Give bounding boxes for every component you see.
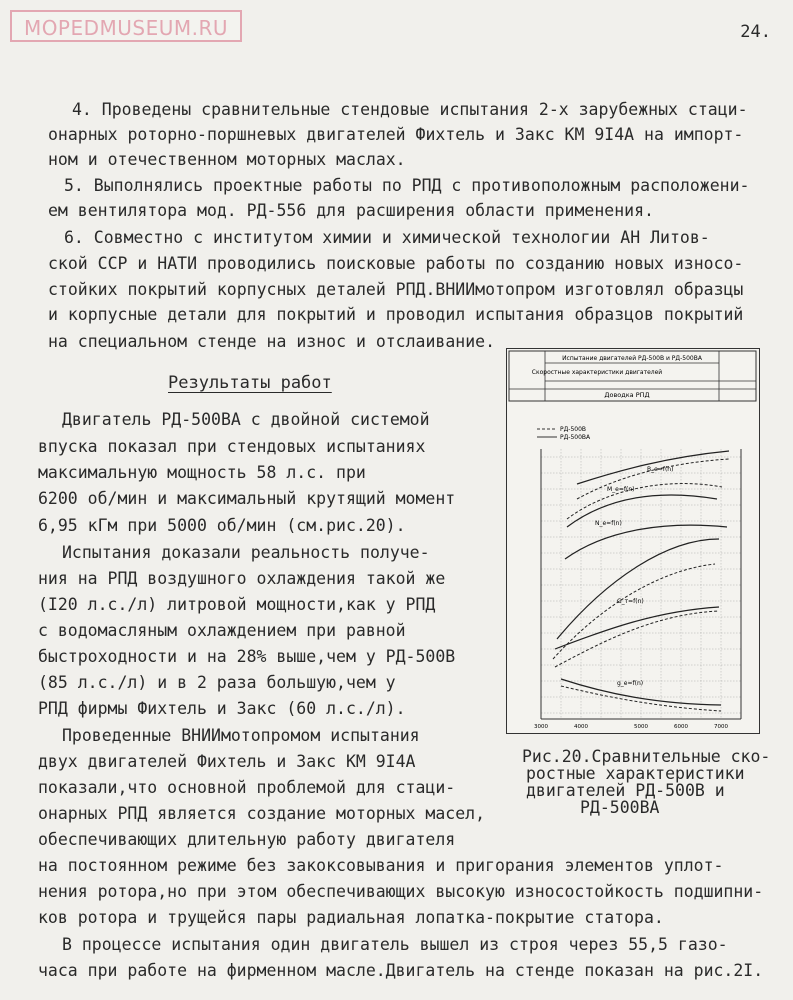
figure-20-graph	[506, 348, 760, 734]
x-tick: 7000	[714, 724, 728, 730]
figure-block: Доводка РПД	[604, 391, 650, 399]
text-line: Испытания доказали реальность получе-	[62, 543, 430, 562]
text-line: ния на РПД воздушного охлаждения такой же	[38, 569, 446, 588]
text-line: двух двигателей Фихтель и Закс КМ 9I4А	[38, 752, 416, 771]
curve-label: g_e=f(n)	[617, 680, 644, 687]
text-line: ков ротора и трущейся пары радиальная лопатка-покрытие статора.	[38, 908, 664, 927]
curve-ne	[565, 525, 727, 559]
text-line: впуска показал при стендовых испытаниях	[38, 437, 426, 456]
caption-line: двигателей РД-500В и	[526, 781, 725, 800]
figure-title: Испытание двигателей РД-500В и РД-500ВА	[562, 355, 702, 362]
caption-line: РД-500ВА	[580, 798, 660, 817]
text-line: нения ротора,но при этом обеспечивающих высокую износостойкость подшипни-	[38, 882, 764, 901]
text-line: онарных роторно-поршневых двигателей Фихтель и Закс КМ 9I4А на импорт-	[48, 125, 744, 144]
text-line: В процессе испытания один двигатель вышел из строя через 55,5 газо-	[62, 935, 728, 954]
x-tick: 5000	[634, 724, 648, 730]
text-line: Двигатель РД-500ВА с двойной системой	[62, 410, 430, 429]
curve-me	[567, 495, 717, 527]
text-line: 6200 об/мин и максимальный крутящий момент	[38, 489, 456, 508]
page-number: 24.	[740, 22, 771, 42]
text-line: и корпусные детали для покрытий и проводил испытания образцов покрытий	[48, 305, 744, 324]
text-line: ем вентилятора мод. РД-556 для расширения области применения.	[48, 201, 654, 220]
curve-gt-dashed	[555, 611, 719, 667]
text-line: 6,95 кГм при 5000 об/мин (см.рис.20).	[38, 516, 406, 535]
curve-label: B_e=f(n)	[647, 466, 674, 473]
text-line: (85 л.с./л) и в 2 раза большую,чем у	[38, 673, 396, 692]
legend-label: РД-500ВА	[560, 434, 591, 441]
text-line: 6. Совместно с институтом химии и химической технологии АН Литов-	[64, 228, 710, 247]
text-line: (I20 л.с./л) литровой мощности,как у РПД	[38, 595, 436, 614]
caption-line: ростные характеристики	[526, 764, 745, 783]
curve-label: N_e=f(n)	[595, 520, 622, 527]
curve-label: G_т=f(n)	[617, 598, 644, 605]
curve-nel-dashed	[553, 564, 715, 659]
text-line: на постоянном режиме без закоксовывания и пригорания элементов уплот-	[38, 856, 724, 875]
legend-label: РД-500В	[560, 426, 587, 433]
figure-caption	[522, 748, 790, 816]
text-line: максимальную мощность 58 л.с. при	[38, 463, 366, 482]
caption-line: Рис.20.Сравнительные ско-	[522, 747, 771, 766]
x-tick: 3000	[534, 724, 548, 730]
text-line: РПД фирмы Фихтель и Закс (60 л.с./л).	[38, 699, 406, 718]
x-tick: 4000	[574, 724, 588, 730]
text-line: стойких покрытий корпусных деталей РПД.ВНИИмотопром изготовлял образцы	[48, 280, 744, 299]
curve-label: M_e=f(n)	[607, 486, 635, 493]
text-line: Проведенные ВНИИмотопромом испытания	[62, 726, 420, 745]
curve-nel	[557, 539, 719, 639]
text-line: быстроходности и на 28% выше,чем у РД-500В	[38, 647, 456, 666]
text-line: ской ССР и НАТИ проводились поисковые работы по созданию новых износо-	[48, 254, 744, 273]
curve-be-dashed	[577, 459, 729, 499]
text-line: обеспечивающих длительную работу двигателя	[38, 830, 456, 849]
text-line: часа при работе на фирменном масле.Двигатель на стенде показан на рис.2I.	[38, 961, 764, 980]
text-line: 5. Выполнялись проектные работы по РПД с противоположным расположени-	[64, 176, 750, 195]
graph-drawing	[507, 349, 758, 732]
text-line: ном и отечественном моторных маслах.	[48, 150, 406, 169]
graph-grid	[541, 449, 741, 719]
x-tick: 6000	[674, 724, 688, 730]
text-line: 4. Проведены сравнительные стендовые испытания 2-х зарубежных стаци-	[72, 100, 748, 119]
figure-subtitle: Скоростные характеристики двигателей	[531, 369, 663, 376]
text-line: с водомасляным охлаждением при равной	[38, 621, 406, 640]
text-line: на специальном стенде на износ и отслаивание.	[48, 332, 496, 351]
text-line: показали,что основной проблемой для стаци-	[38, 778, 456, 797]
text-line: онарных РПД является создание моторных масел,	[38, 804, 486, 823]
section-heading: Результаты работ	[168, 373, 332, 393]
watermark-logo: MOPEDMUSEUM.RU	[10, 10, 242, 42]
